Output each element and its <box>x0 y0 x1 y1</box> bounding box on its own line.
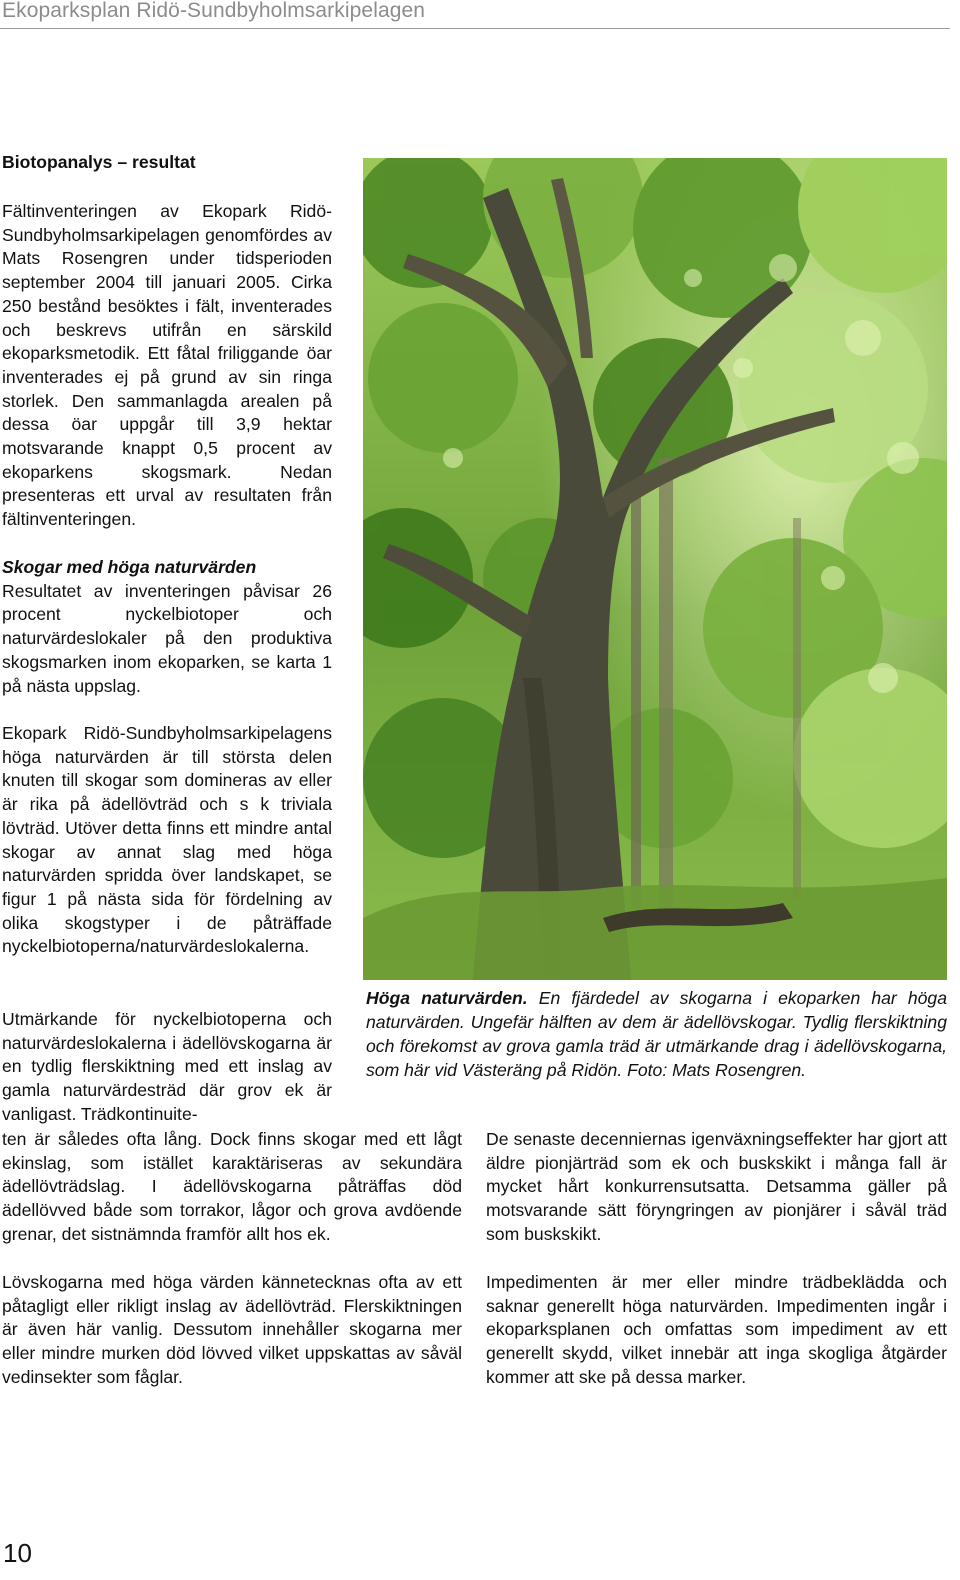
page-header <box>0 0 950 29</box>
caption-head: Höga naturvärden. <box>366 988 528 1008</box>
page-number: 10 <box>3 1538 32 1568</box>
forest-photo <box>363 158 947 980</box>
right-paragraph-1: De senaste decenniernas igenväxningseffekter har gjort att äldre pionjärträd som ek och buskskikt i många fall är mycket hårt konkurrensutsatta. Detsamma gäller på motsvarande sätt föryngringen av pionjärer i såväl träd som buskskikt. <box>486 1129 947 1244</box>
right-paragraph-2: Impedimenten är mer eller mindre trädbeklädda och saknar generellt höga naturvärden. Impedimenten ingår i ekoparksplanen och omfattas som impediment av ett generellt skydd, vilket innebär att inga skogliga åtgärder kommer att ske på dessa marker. <box>486 1272 947 1387</box>
subsection-title: Skogar med höga naturvärden <box>2 557 257 577</box>
running-title: Ekoparksplan Ridö-Sundbyholmsarkipelagen <box>2 0 426 22</box>
subsection-paragraph-3b: ten är således ofta lång. Dock finns skogar med ett lågt ekinslag, som istället karaktäriseras av sekundära ädellövträdslag. I ädellövskogarna påträffas död ädellövved både som torrakor, lågor och grova avdöende grenar, det sistnämnda framför allt hos ek. <box>2 1129 462 1244</box>
subsection-block <box>2 556 332 698</box>
subsection-paragraph-3a: Utmärkande för nyckelbiotoperna och naturvärdeslokalerna i ädellövskogarna är en tydlig flerskiktning med ett inslag av gamla naturvärdesträd där grov ek är vanligast. Trädkontinuite- <box>2 1009 332 1124</box>
subsection-paragraph-4: Lövskogarna med höga värden kännetecknas ofta av ett påtagligt eller rikligt inslag av ädellövträd. Flerskiktningen är även här vanlig. Dessutom innehåller skogarna mer eller mindre murken död lövved vilket uppskattas av såväl vedinsekter som fåglar. <box>2 1272 462 1387</box>
photo-caption <box>366 986 947 1082</box>
subsection-paragraph-2: Ekopark Ridö-Sundbyholmsarkipelagens höga naturvärden är till största delen knuten till skogar som domineras av eller är rika på ädellövträd och s k triviala lövträd. Utöver detta finns ett mindre antal skogar av annat slag med höga naturvärden spridda över landskapet, se figur 1 på nästa sida för fördelning av olika skogstyper i de påträffade nyckelbiotoperna/naturvärdeslokalerna. <box>2 723 332 957</box>
subsection-paragraph-1: Resultatet av inventeringen påvisar 26 procent nyckelbiotoper och naturvärdeslokaler på den produktiva skogsmarken inom ekoparken, se karta 1 på nästa uppslag. <box>2 580 332 696</box>
oak-tree-illustration <box>363 158 947 980</box>
intro-paragraph: Fältinventeringen av Ekopark Ridö-Sundbyholmsarkipelagen genomfördes av Mats Rosengren under tidsperioden september 2004 till januari 2005. Cirka 250 bestånd besöktes i fält, inventerades och beskrevs utifrån en särskild ekoparksmetodik. Ett fåtal friliggande öar inventerades ej på grund av sin ringa storlek. Den sammanlagda arealen på dessa öar uppgår till 3,9 hektar motsvarande knappt 0,5 procent av ekoparkens skogsmark. Nedan presenteras ett urval av resultaten från fältinventeringen. <box>2 201 332 530</box>
caption-text: En fjärdedel av skogarna i ekoparken har höga naturvärden. Ungefär hälften av dem är ädellövskogar. Tydlig flerskiktning och förekomst av grova gamla träd är utmärkande drag i ädellövskogarna, som här vid Västeräng på Ridön. Foto: Mats Rosengren. <box>366 988 947 1080</box>
section-title: Biotopanalys – resultat <box>2 152 196 172</box>
